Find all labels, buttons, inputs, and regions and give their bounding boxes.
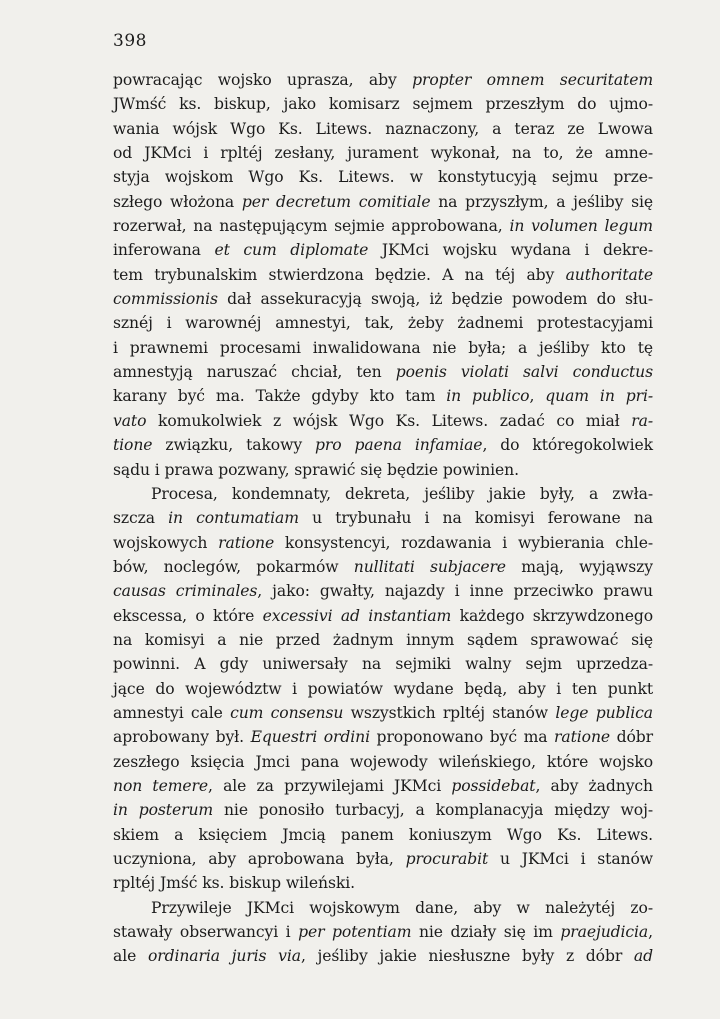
text-line: Przywileje JKMci wojskowym dane, aby w należytéj zo- xyxy=(151,898,653,917)
text-line: i prawnemi procesami inwalidowana nie była; a jeśliby kto tę xyxy=(113,338,653,357)
text-line: szcza in contumatiam u trybunału i na komisyi ferowane na xyxy=(113,509,653,528)
text-line: powinni. A gdy uniwersały na sejmiki walny sejm uprzedza- xyxy=(113,655,653,674)
text-line: Procesa, kondemnaty, dekreta, jeśliby jakie były, a zwła- xyxy=(151,484,653,503)
text-line: causas criminales, jako: gwałty, najazdy i inne przeciwko prawu xyxy=(113,582,653,601)
text-line: karany być ma. Także gdyby kto tam in publico, quam in pri- xyxy=(113,387,654,406)
text-line: powracając wojsko uprasza, aby propter omnem securitatem xyxy=(113,71,654,89)
text-line: vato komukolwiek z wójsk Wgo Ks. Litews. zadać co miał ra- xyxy=(113,411,653,430)
text-line: in posterum nie ponosiło turbacyj, a komplanacyja między woj- xyxy=(113,801,654,820)
text-line: stawały obserwancyi i per potentiam nie działy się im praejudicia, xyxy=(113,923,653,942)
text-line: wania wójsk Wgo Ks. Litews. naznaczony, a teraz ze Lwowa xyxy=(113,119,653,138)
text-line: skiem a księciem Jmcią panem koniuszym Wgo Ks. Litews. xyxy=(113,825,653,844)
text-line: ekscessa, o które excessivi ad instantiam każdego skrzywdzonego xyxy=(113,606,653,625)
text-line: bów, noclegów, pokarmów nullitati subjacere mają, wyjąwszy xyxy=(113,557,653,576)
text-line: wojskowych ratione konsystencyi, rozdawania i wybierania chle- xyxy=(113,533,653,552)
page-number: 398 xyxy=(113,31,147,51)
text-line: non temere, ale za przywilejami JKMci possidebat, aby żadnych xyxy=(113,776,653,795)
text-line: jące do województw i powiatów wydane będą, aby i ten punkt xyxy=(113,679,653,698)
text-line: commissionis dał assekuracyją swoją, iż będzie powodem do słu- xyxy=(113,290,653,309)
text-line: sznéj i warownéj amnestyi, tak, żeby żadnemi protestacyjami xyxy=(113,314,653,333)
text-line: uczyniona, aby aprobowana była, procurabit u JKMci i stanów xyxy=(113,850,653,868)
text-line: zeszłego księcia Jmci pana wojewody wileńskiego, które wojsko xyxy=(113,752,653,771)
text-line: styja wojskom Wgo Ks. Litews. w konstytucyją sejmu prze- xyxy=(113,168,653,187)
body-text xyxy=(113,68,653,969)
text-line: ale ordinaria juris via, jeśliby jakie niesłuszne były z dóbr ad xyxy=(113,947,653,966)
text-line: JWmść ks. biskup, jako komisarz sejmem przeszłym do ujmo- xyxy=(113,95,653,114)
text-line: amnestyi cale cum consensu wszystkich rpltéj stanów lege publica xyxy=(113,703,654,722)
text-line: tem trybunalskim stwierdzona będzie. A na téj aby authoritate xyxy=(113,265,653,284)
text-line: tione związku, takowy pro paena infamiae, do któregokolwiek xyxy=(113,436,653,455)
text-line: sądu i prawa pozwany, sprawić się będzie powinien. xyxy=(113,460,519,479)
text-line: rozerwał, na następującym sejmie approbowana, in volumen legum xyxy=(113,217,653,236)
text-line: szłego włożona per decretum comitiale na przyszłym, a jeśliby się xyxy=(113,192,653,211)
text-line: inferowana et cum diplomate JKMci wojsku wydana i dekre- xyxy=(113,241,653,260)
text-line: od JKMci i rpltéj zesłany, jurament wykonał, na to, że amne- xyxy=(113,144,653,163)
text-line: rpltéj Jmść ks. biskup wileński. xyxy=(113,874,355,893)
text-line: aprobowany był. Equestri ordini proponowano być ma ratione dóbr xyxy=(113,728,654,747)
text-line: amnestyją naruszać chciał, ten poenis violati salvi conductus xyxy=(113,363,653,382)
text-line: na komisyi a nie przed żadnym innym sądem sprawować się xyxy=(113,630,653,649)
